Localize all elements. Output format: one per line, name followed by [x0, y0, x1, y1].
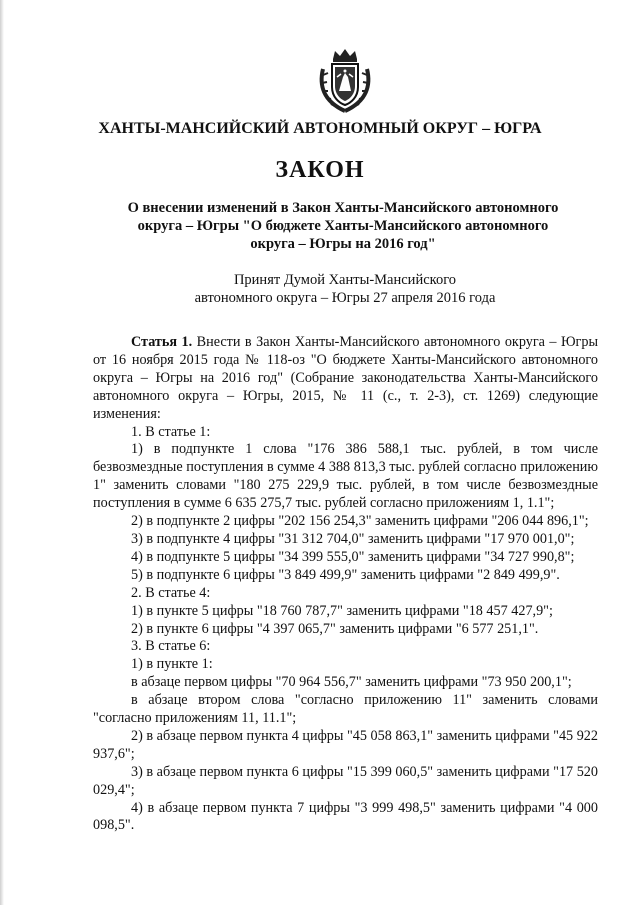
subject-line: округа – Югры на 2016 год" — [250, 236, 436, 252]
article-paragraph: 4) в абзаце первом пункта 7 цифры "3 999 498,5" заменить цифрами "4 000 098,5". — [93, 799, 598, 834]
article-label: Статья 1. — [131, 334, 193, 350]
article-paragraph: 2) в пункте 6 цифры "4 397 065,7" заменить цифрами "6 577 251,1". — [131, 620, 539, 637]
region-heading: ХАНТЫ-МАНСИЙСКИЙ АВТОНОМНЫЙ ОКРУГ – ЮГРА — [98, 120, 542, 137]
article-paragraph: 1) в пункте 5 цифры "18 760 787,7" заменить цифрами "18 457 427,9"; — [131, 602, 553, 619]
article-paragraph: 2) в абзаце первом пункта 4 цифры "45 058 863,1" заменить цифрами "45 922 937,6"; — [93, 727, 598, 762]
article-paragraph: 3) в абзаце первом пункта 6 цифры "15 399 060,5" заменить цифрами "17 520 029,4"; — [93, 763, 598, 798]
subject-line: округа – Югры "О бюджете Ханты-Мансийского автономного — [137, 218, 549, 234]
article-paragraph: 3. В статье 6: — [131, 638, 211, 655]
article-paragraph: 1) в пункте 1: — [131, 656, 213, 673]
law-subject — [108, 199, 578, 253]
coat-of-arms-emblem — [315, 47, 375, 115]
article-paragraph: 1) в подпункте 1 слова "176 386 588,1 тыс. рублей, в том числе безвозмездные поступления в сумме 4 388 813,3 тыс. рублей согласно приложению 1" заменить словами "180 275 229,9 тыс. рублей, в том числе безвозмездные поступления в сумме 6 635 275,7 тыс. рублей согласно приложениям 1, 1.1"; — [93, 441, 598, 512]
article-paragraph: 2. В статье 4: — [131, 584, 211, 601]
article-paragraph: в абзаце первом цифры "70 964 556,7" заменить цифрами "73 950 200,1"; — [131, 674, 572, 691]
article-intro-text: Внести в Закон Ханты-Мансийского автономного округа – Югры от 16 ноября 2015 года № 118-оз "О бюджете Ханты-Мансийского автономного округа – Югры на 2016 год" (Собрание законодательства Ханты-Мансийского автономного округа – Югры, 2015, № 11 (с., т. 2-3), ст. 1269) следующие изменения: — [93, 334, 598, 422]
adoption-line: автономного округа – Югры 27 апреля 2016 года — [194, 290, 496, 306]
subject-line: О внесении изменений в Закон Ханты-Мансийского автономного — [127, 200, 559, 216]
article-paragraph: 5) в подпункте 6 цифры "3 849 499,9" заменить цифрами "2 849 499,9". — [131, 566, 560, 583]
article-paragraph: в абзаце втором слова "согласно приложению 11" заменить словами "согласно приложениям 11, 11.1"; — [93, 692, 598, 727]
article-paragraph: 4) в подпункте 5 цифры "34 399 555,0" заменить цифрами "34 727 990,8"; — [131, 548, 575, 565]
article-paragraph: 1. В статье 1: — [131, 423, 211, 440]
adoption-note — [130, 271, 560, 307]
article-body — [93, 334, 598, 835]
article-intro — [93, 334, 598, 424]
article-paragraph: 2) в подпункте 2 цифры "202 156 254,3" заменить цифрами "206 044 896,1"; — [131, 513, 589, 530]
adoption-line: Принят Думой Ханты-Мансийского — [233, 272, 457, 288]
article-paragraph: 3) в подпункте 4 цифры "31 312 704,0" заменить цифрами "17 970 001,0"; — [131, 530, 575, 547]
document-type-title: ЗАКОН — [275, 157, 365, 183]
